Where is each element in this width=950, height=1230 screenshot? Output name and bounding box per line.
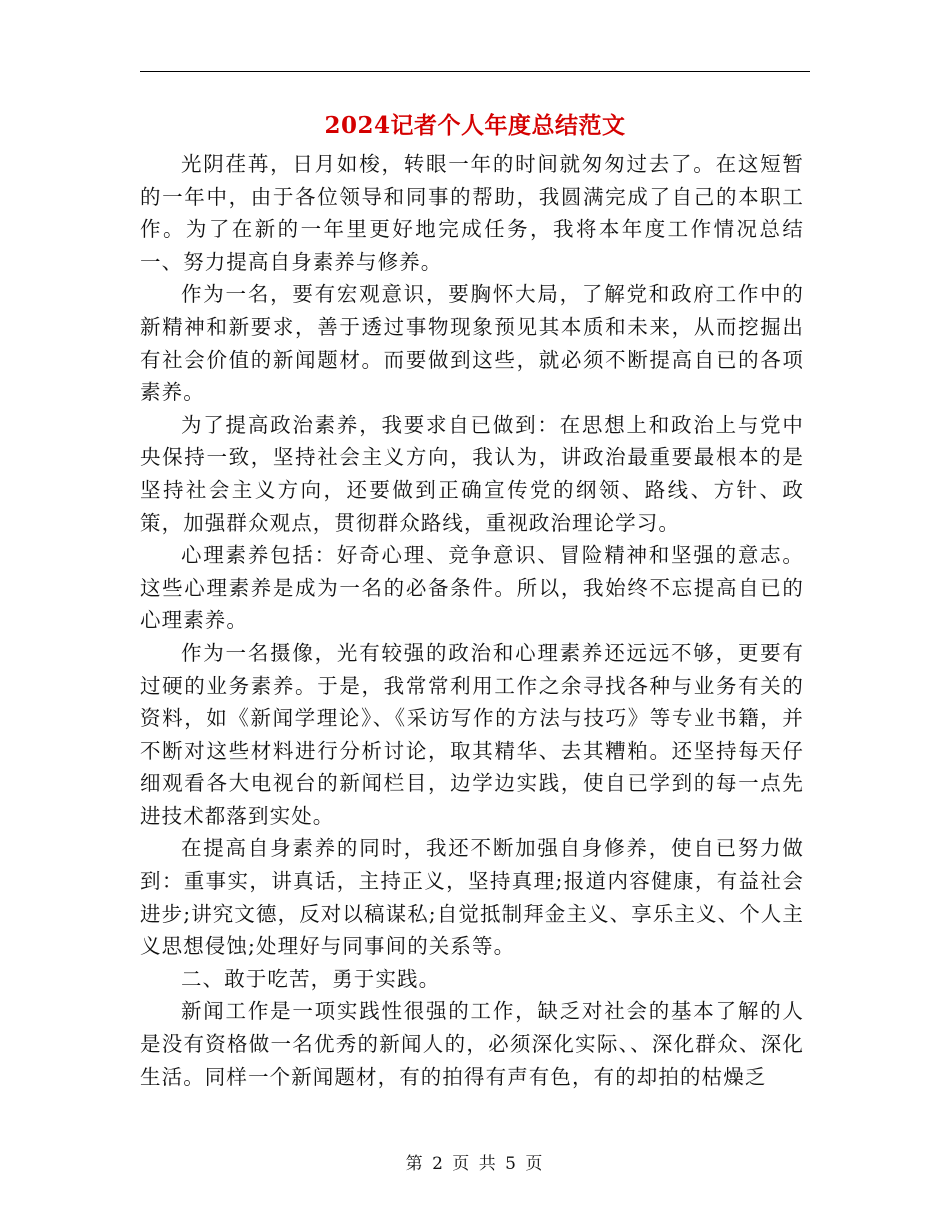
paragraph: 光阴荏苒，日月如梭，转眼一年的时间就匆匆过去了。在这短暂的一年中，由于各位领导和同事的帮助，我圆满完成了自己的本职工作。为了在新的一年里更好地完成任务，我将本年度工作情况总结一、努力提高自身素养与修养。 — [140, 152, 804, 274]
paragraph: 心理素养包括：好奇心理、竞争意识、冒险精神和坚强的意志。这些心理素养是成为一名的必备条件。所以，我始终不忘提高自已的心理素养。 — [140, 543, 804, 633]
paragraph: 新闻工作是一项实践性很强的工作，缺乏对社会的基本了解的人是没有资格做一名优秀的新闻人的，必须深化实际、、深化群众、深化生活。同样一个新闻题材，有的拍得有声有色，有的却拍的枯燥乏 — [140, 999, 804, 1089]
paragraph: 在提高自身素养的同时，我还不断加强自身修养，使自已努力做到：重事实，讲真话，主持正义，坚持真理;报道内容健康，有益社会进步;讲究文德，反对以稿谋私;自觉抵制拜金主义、享乐主义、个人主义思想侵蚀;处理好与同事间的关系等。 — [140, 836, 805, 959]
document-title: 2024记者个人年度总结范文 — [324, 112, 626, 139]
paragraph: 作为一名，要有宏观意识，要胸怀大局，了解党和政府工作中的新精神和新要求，善于透过事物现象预见其本质和未来，从而挖掘出有社会价值的新闻题材。而要做到这些，就必须不断提高自已的各项素养。 — [140, 282, 804, 405]
header-rule — [140, 71, 810, 72]
paragraph: 为了提高政治素养，我要求自已做到：在思想上和政治上与党中央保持一致，坚持社会主义方向，我认为，讲政治最重要最根本的是坚持社会主义方向，还要做到正确宣传党的纲领、路线、方针、政策，加强群众观点，贯彻群众路线，重视政治理论学习。 — [140, 412, 804, 535]
document-body — [140, 148, 804, 1093]
page-number-footer: 第 2 页 共 5 页 — [405, 1154, 545, 1174]
paragraph: 作为一名摄像，光有较强的政治和心理素养还远远不够，更要有过硬的业务素养。于是，我常常利用工作之余寻找各种与业务有关的资料，如《新闻学理论》、《采访写作的方法与技巧》等专业书籍，并不断对这些材料进行分析讨论，取其精华、去其糟粕。还坚持每天仔细观看各大电视台的新闻栏目，边学边实践，使自已学到的每一点先进技术都落到实处。 — [140, 640, 804, 828]
section-heading: 二、敢于吃苦，勇于实践。 — [181, 966, 441, 991]
